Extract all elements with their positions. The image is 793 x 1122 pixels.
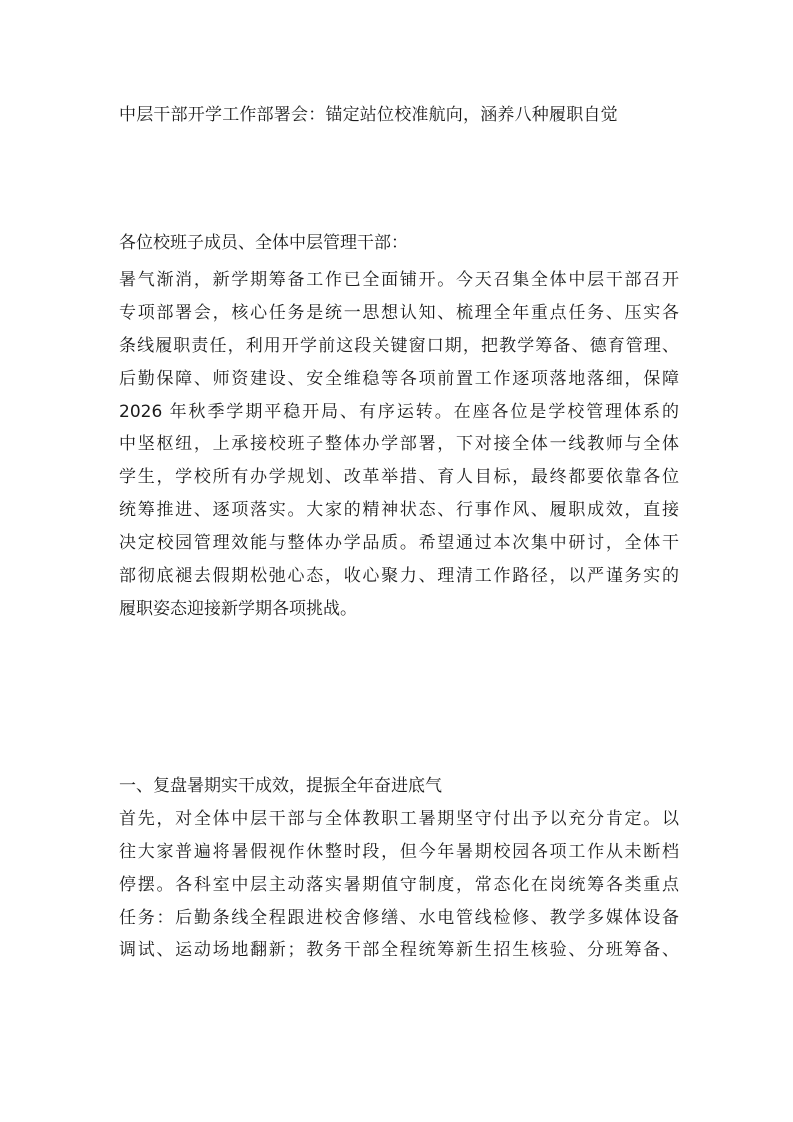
paragraph-line: 停摆。各科室中层主动落实暑期值守制度，常态化在岗统筹各类重点	[119, 874, 679, 895]
paragraph-line: 决定校园管理效能与整体办学品质。希望通过本次集中研讨，全体干	[119, 533, 679, 554]
paragraph-line: 往大家普遍将暑假视作休整时段，但今年暑期校园各项工作从未断档	[119, 841, 679, 862]
salutation: 各位校班子成员、全体中层管理干部：	[119, 233, 408, 253]
paragraph-line: 任务：后勤条线全程跟进校舍修缮、水电管线检修、教学多媒体设备	[119, 907, 679, 928]
salutation-block	[119, 227, 679, 260]
paragraph-line: 后勤保障、师资建设、安全维稳等各项前置工作逐项落地落细，保障	[119, 368, 679, 389]
document-title: 中层干部开学工作部署会：锚定站位校准航向，涵养八种履职自觉	[119, 105, 618, 125]
section-heading: 一、复盘暑期实干成效，提振全年奋进底气	[119, 776, 442, 796]
paragraph-line: 统筹推进、逐项落实。大家的精神状态、行事作风、履职成效，直接	[119, 500, 679, 521]
paragraph-line: 履职姿态迎接新学期各项挑战。	[119, 598, 357, 619]
paragraph-line: 中坚枢纽，上承接校班子整体办学部署，下对接全体一线教师与全体	[119, 434, 679, 455]
paragraph-line: 2026 年秋季学期平稳开局、有序运转。在座各位是学校管理体系的	[119, 401, 679, 422]
paragraph-line: 条线履职责任，利用开学前这段关键窗口期，把教学筹备、德育管理、	[119, 335, 679, 356]
paragraph-line: 暑气渐消，新学期筹备工作已全面铺开。今天召集全体中层干部召开	[119, 270, 679, 290]
paragraph-line: 专项部署会，核心任务是统一思想认知、梳理全年重点任务、压实各	[119, 302, 679, 323]
paragraph-line: 部彻底褪去假期松弛心态，收心聚力、理清工作路径，以严谨务实的	[119, 566, 679, 587]
paragraph-line: 首先，对全体中层干部与全体教职工暑期坚守付出予以充分肯定。以	[119, 808, 679, 829]
section-1	[119, 770, 679, 967]
intro-paragraph	[119, 264, 679, 626]
paragraph-line: 学生，学校所有办学规划、改革举措、育人目标，最终都要依靠各位	[119, 467, 679, 488]
paragraph-line: 调试、运动场地翻新；教务干部全程统筹新生招生核验、分班筹备、	[119, 940, 679, 961]
